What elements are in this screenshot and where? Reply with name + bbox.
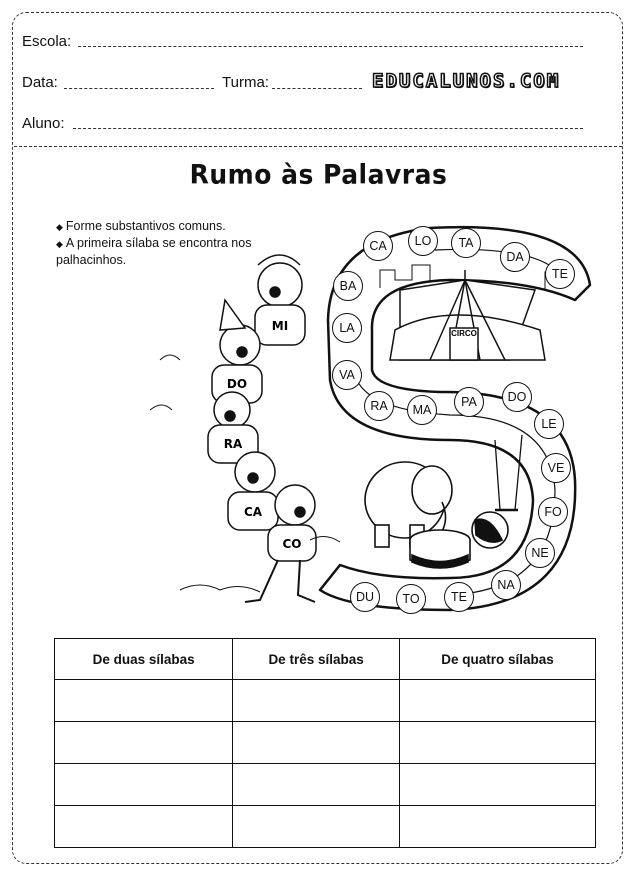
clown-syllable-do: DO	[226, 377, 248, 391]
swing	[495, 435, 522, 510]
aluno-label: Aluno:	[22, 115, 65, 132]
clown-syllable-mi: MI	[271, 319, 289, 333]
answer-cell[interactable]	[399, 722, 595, 764]
column-header: De duas sílabas	[55, 639, 233, 680]
syllable-circle: TE	[444, 582, 474, 612]
syllable-circle: TO	[396, 584, 426, 614]
syllable-circle: VE	[541, 453, 571, 483]
syllable-circle: NE	[525, 538, 555, 568]
column-header: De três sílabas	[233, 639, 400, 680]
turma-field[interactable]	[272, 88, 362, 89]
syllable-circle: LE	[534, 409, 564, 439]
answer-cell[interactable]	[233, 806, 400, 848]
answer-cell[interactable]	[55, 722, 233, 764]
syllable-circle: PA	[454, 387, 484, 417]
header-divider	[14, 146, 622, 147]
syllable-circle: DO	[502, 382, 532, 412]
escola-label: Escola:	[22, 33, 72, 50]
table-header-row	[55, 639, 596, 680]
diamond-bullet-icon: ◆	[56, 239, 63, 249]
answer-cell[interactable]	[399, 764, 595, 806]
instruction-item: ◆ A primeira sílaba se encontra nos palhacinhos.	[56, 236, 252, 267]
clown-syllable-co: CO	[282, 537, 302, 551]
syllable-circle: TE	[545, 259, 575, 289]
syllable-circle: FO	[538, 497, 568, 527]
column-header: De quatro sílabas	[399, 639, 595, 680]
table-row	[55, 680, 596, 722]
turma-label: Turma:	[222, 74, 269, 91]
answer-cell[interactable]	[55, 806, 233, 848]
syllable-circle: RA	[364, 391, 394, 421]
table-row	[55, 722, 596, 764]
clown-syllable-ra: RA	[223, 437, 243, 451]
syllable-circle: VA	[332, 360, 362, 390]
answer-table	[54, 638, 596, 848]
page-title: Rumo às Palavras	[189, 159, 448, 190]
table-row	[55, 764, 596, 806]
data-field[interactable]	[64, 88, 214, 89]
drum	[410, 530, 470, 568]
answer-cell[interactable]	[55, 680, 233, 722]
syllable-circle: LO	[408, 226, 438, 256]
table-row	[55, 806, 596, 848]
syllable-circle: DA	[500, 242, 530, 272]
answer-cell[interactable]	[233, 680, 400, 722]
ball	[472, 512, 508, 548]
answer-cell[interactable]	[233, 722, 400, 764]
clown-syllable-ca: CA	[243, 505, 263, 519]
instruction-item: ◆ Forme substantivos comuns.	[56, 219, 226, 233]
answer-cell[interactable]	[399, 806, 595, 848]
syllable-circle: NA	[491, 570, 521, 600]
escola-field[interactable]	[78, 46, 583, 47]
data-label: Data:	[22, 74, 58, 91]
syllable-circle: MA	[407, 395, 437, 425]
answer-cell[interactable]	[399, 680, 595, 722]
syllable-circle: DU	[350, 582, 380, 612]
answer-cell[interactable]	[55, 764, 233, 806]
answer-cell[interactable]	[233, 764, 400, 806]
diamond-bullet-icon: ◆	[56, 222, 63, 232]
syllable-circle: CA	[363, 231, 393, 261]
syllable-circle: BA	[333, 271, 363, 301]
syllable-circle: TA	[451, 228, 481, 258]
circus-sign: CIRCO	[451, 329, 477, 338]
brand-logo: EDUCALUNOS.COM	[372, 70, 561, 92]
syllable-circle: LA	[332, 313, 362, 343]
aluno-field[interactable]	[73, 128, 583, 129]
